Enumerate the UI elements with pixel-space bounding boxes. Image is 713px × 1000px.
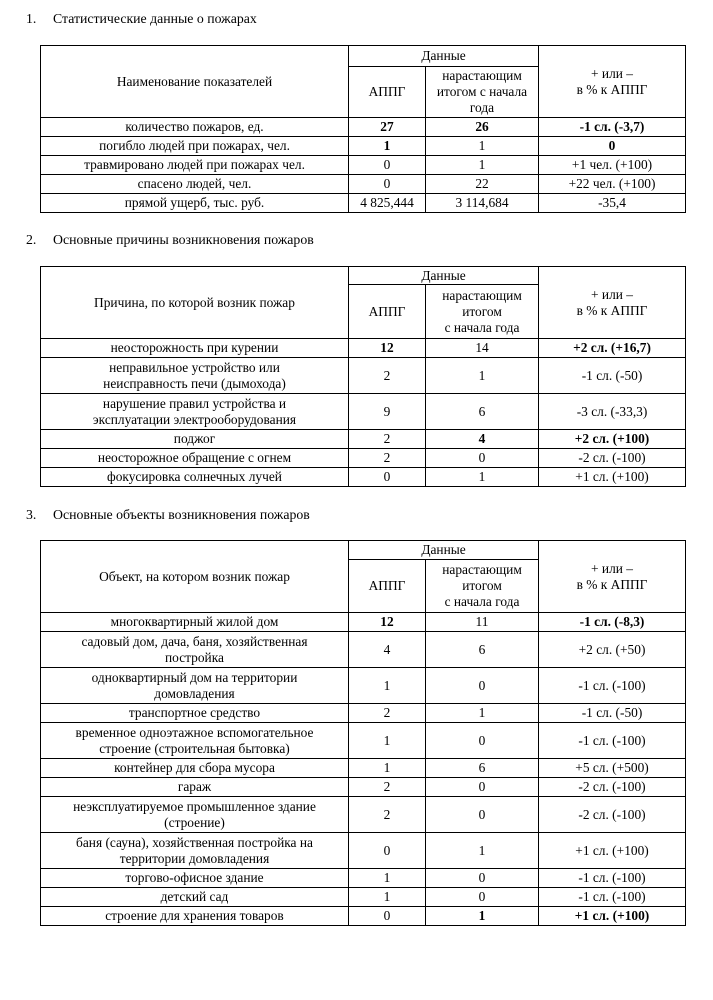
cell-cumulative: 1 bbox=[426, 704, 539, 723]
cell-change: +1 сл. (+100) bbox=[539, 468, 686, 487]
cell-name: гараж bbox=[41, 778, 349, 797]
cell-change: +2 сл. (+100) bbox=[539, 430, 686, 449]
table-row bbox=[41, 339, 686, 358]
cell-cumulative: 0 bbox=[426, 888, 539, 907]
cell-appg: 4 825,444 bbox=[349, 194, 426, 213]
cell-change: 0 bbox=[539, 137, 686, 156]
column-header-cumulative: нарастающим итогом с начала года bbox=[426, 285, 539, 339]
cell-name: строение для хранения товаров bbox=[41, 907, 349, 926]
cell-name: временное одноэтажное вспомогательное строение (строительная бытовка) bbox=[41, 723, 349, 759]
table-row bbox=[41, 118, 686, 137]
column-header-cumulative: нарастающим итогом с начала года bbox=[426, 67, 539, 118]
cell-name: детский сад bbox=[41, 888, 349, 907]
cell-cumulative: 0 bbox=[426, 449, 539, 468]
cell-cumulative: 0 bbox=[426, 723, 539, 759]
table-row bbox=[41, 632, 686, 668]
cell-change: -2 сл. (-100) bbox=[539, 449, 686, 468]
section-1-number: 1. bbox=[26, 11, 37, 26]
table-row bbox=[41, 394, 686, 430]
cell-change: -1 сл. (-50) bbox=[539, 358, 686, 394]
table-row bbox=[41, 468, 686, 487]
cell-appg: 1 bbox=[349, 888, 426, 907]
cell-name: неосторожное обращение с огнем bbox=[41, 449, 349, 468]
cell-name: неосторожность при курении bbox=[41, 339, 349, 358]
cell-cumulative: 26 bbox=[426, 118, 539, 137]
cell-cumulative: 14 bbox=[426, 339, 539, 358]
header-row bbox=[41, 267, 686, 285]
cell-cumulative: 11 bbox=[426, 613, 539, 632]
cell-change: -1 сл. (-3,7) bbox=[539, 118, 686, 137]
cell-cumulative: 0 bbox=[426, 778, 539, 797]
cell-change: +1 чел. (+100) bbox=[539, 156, 686, 175]
column-header-name: Причина, по которой возник пожар bbox=[41, 267, 349, 339]
cell-cumulative: 22 bbox=[426, 175, 539, 194]
column-header-appg: АППГ bbox=[349, 285, 426, 339]
cell-cumulative: 4 bbox=[426, 430, 539, 449]
cell-change: -2 сл. (-100) bbox=[539, 797, 686, 833]
column-header-data-group: Данные bbox=[349, 541, 539, 560]
cell-name: количество пожаров, ед. bbox=[41, 118, 349, 137]
cell-change: -1 сл. (-8,3) bbox=[539, 613, 686, 632]
cell-appg: 2 bbox=[349, 449, 426, 468]
cell-appg: 1 bbox=[349, 137, 426, 156]
table-row bbox=[41, 759, 686, 778]
cell-change: -3 сл. (-33,3) bbox=[539, 394, 686, 430]
cell-appg: 2 bbox=[349, 430, 426, 449]
cell-name: многоквартирный жилой дом bbox=[41, 613, 349, 632]
cell-change: +2 сл. (+50) bbox=[539, 632, 686, 668]
cell-change: +5 сл. (+500) bbox=[539, 759, 686, 778]
table-row bbox=[41, 137, 686, 156]
cell-cumulative: 1 bbox=[426, 156, 539, 175]
cell-name: травмировано людей при пожарах чел. bbox=[41, 156, 349, 175]
cell-name: контейнер для сбора мусора bbox=[41, 759, 349, 778]
cell-name: неправильное устройство или неисправность печи (дымохода) bbox=[41, 358, 349, 394]
cell-change: -1 сл. (-100) bbox=[539, 869, 686, 888]
table-row bbox=[41, 723, 686, 759]
table-row bbox=[41, 430, 686, 449]
cell-appg: 12 bbox=[349, 613, 426, 632]
cell-cumulative: 0 bbox=[426, 668, 539, 704]
cell-appg: 2 bbox=[349, 358, 426, 394]
cell-cumulative: 1 bbox=[426, 907, 539, 926]
column-header-appg: АППГ bbox=[349, 560, 426, 613]
header-row bbox=[41, 541, 686, 560]
cell-name: прямой ущерб, тыс. руб. bbox=[41, 194, 349, 213]
cell-appg: 4 bbox=[349, 632, 426, 668]
cell-appg: 1 bbox=[349, 759, 426, 778]
table-row bbox=[41, 869, 686, 888]
cell-appg: 0 bbox=[349, 468, 426, 487]
cell-change: -1 сл. (-100) bbox=[539, 723, 686, 759]
section-3-title bbox=[26, 507, 310, 523]
cell-change: -35,4 bbox=[539, 194, 686, 213]
column-header-name: Наименование показателей bbox=[41, 46, 349, 118]
cell-cumulative: 1 bbox=[426, 358, 539, 394]
table-row bbox=[41, 797, 686, 833]
cell-cumulative: 6 bbox=[426, 759, 539, 778]
table-row bbox=[41, 704, 686, 723]
cell-name: погибло людей при пожарах, чел. bbox=[41, 137, 349, 156]
cell-change: -1 сл. (-50) bbox=[539, 704, 686, 723]
cell-appg: 0 bbox=[349, 833, 426, 869]
cell-change: +1 сл. (+100) bbox=[539, 907, 686, 926]
cell-appg: 2 bbox=[349, 778, 426, 797]
cell-cumulative: 0 bbox=[426, 797, 539, 833]
cell-change: +1 сл. (+100) bbox=[539, 833, 686, 869]
column-header-change: + или – в % к АППГ bbox=[539, 541, 686, 613]
cell-appg: 2 bbox=[349, 704, 426, 723]
section-1-title bbox=[26, 11, 257, 27]
table-row bbox=[41, 156, 686, 175]
section-2-number: 2. bbox=[26, 232, 37, 247]
table-row bbox=[41, 194, 686, 213]
table-row bbox=[41, 358, 686, 394]
column-header-data-group: Данные bbox=[349, 267, 539, 285]
table-row bbox=[41, 778, 686, 797]
table-row bbox=[41, 888, 686, 907]
column-header-change: + или – в % к АППГ bbox=[539, 46, 686, 118]
section-3-number: 3. bbox=[26, 507, 37, 522]
cell-name: фокусировка солнечных лучей bbox=[41, 468, 349, 487]
cell-cumulative: 3 114,684 bbox=[426, 194, 539, 213]
cell-name: одноквартирный дом на территории домовладения bbox=[41, 668, 349, 704]
section-1-title-text: Статистические данные о пожарах bbox=[53, 11, 257, 26]
column-header-data-group: Данные bbox=[349, 46, 539, 67]
cell-cumulative: 0 bbox=[426, 869, 539, 888]
column-header-change: + или – в % к АППГ bbox=[539, 267, 686, 339]
table-row bbox=[41, 833, 686, 869]
column-header-name: Объект, на котором возник пожар bbox=[41, 541, 349, 613]
cell-name: неэксплуатируемое промышленное здание (строение) bbox=[41, 797, 349, 833]
cell-appg: 1 bbox=[349, 869, 426, 888]
cell-name: поджог bbox=[41, 430, 349, 449]
fire-objects-table bbox=[40, 540, 686, 926]
fire-causes-table bbox=[40, 266, 686, 487]
table-row bbox=[41, 668, 686, 704]
cell-appg: 1 bbox=[349, 723, 426, 759]
cell-cumulative: 6 bbox=[426, 394, 539, 430]
cell-appg: 9 bbox=[349, 394, 426, 430]
cell-appg: 0 bbox=[349, 175, 426, 194]
fire-statistics-table bbox=[40, 45, 686, 213]
section-2-title-text: Основные причины возникновения пожаров bbox=[53, 232, 314, 247]
cell-appg: 0 bbox=[349, 907, 426, 926]
cell-name: спасено людей, чел. bbox=[41, 175, 349, 194]
cell-appg: 2 bbox=[349, 797, 426, 833]
table-row bbox=[41, 175, 686, 194]
cell-name: торгово-офисное здание bbox=[41, 869, 349, 888]
cell-name: баня (сауна), хозяйственная постройка на территории домовладения bbox=[41, 833, 349, 869]
cell-name: нарушение правил устройства и эксплуатации электрооборудования bbox=[41, 394, 349, 430]
column-header-appg: АППГ bbox=[349, 67, 426, 118]
table-row bbox=[41, 613, 686, 632]
cell-cumulative: 1 bbox=[426, 137, 539, 156]
table-row bbox=[41, 449, 686, 468]
cell-appg: 1 bbox=[349, 668, 426, 704]
cell-name: садовый дом, дача, баня, хозяйственная постройка bbox=[41, 632, 349, 668]
cell-cumulative: 1 bbox=[426, 833, 539, 869]
cell-change: +2 сл. (+16,7) bbox=[539, 339, 686, 358]
cell-change: -1 сл. (-100) bbox=[539, 668, 686, 704]
cell-cumulative: 6 bbox=[426, 632, 539, 668]
cell-change: -1 сл. (-100) bbox=[539, 888, 686, 907]
section-3-title-text: Основные объекты возникновения пожаров bbox=[53, 507, 310, 522]
cell-change: -2 сл. (-100) bbox=[539, 778, 686, 797]
header-row bbox=[41, 46, 686, 67]
column-header-cumulative: нарастающим итогом с начала года bbox=[426, 560, 539, 613]
cell-appg: 12 bbox=[349, 339, 426, 358]
cell-appg: 0 bbox=[349, 156, 426, 175]
table-row bbox=[41, 907, 686, 926]
cell-cumulative: 1 bbox=[426, 468, 539, 487]
cell-appg: 27 bbox=[349, 118, 426, 137]
section-2-title bbox=[26, 232, 314, 248]
cell-name: транспортное средство bbox=[41, 704, 349, 723]
cell-change: +22 чел. (+100) bbox=[539, 175, 686, 194]
